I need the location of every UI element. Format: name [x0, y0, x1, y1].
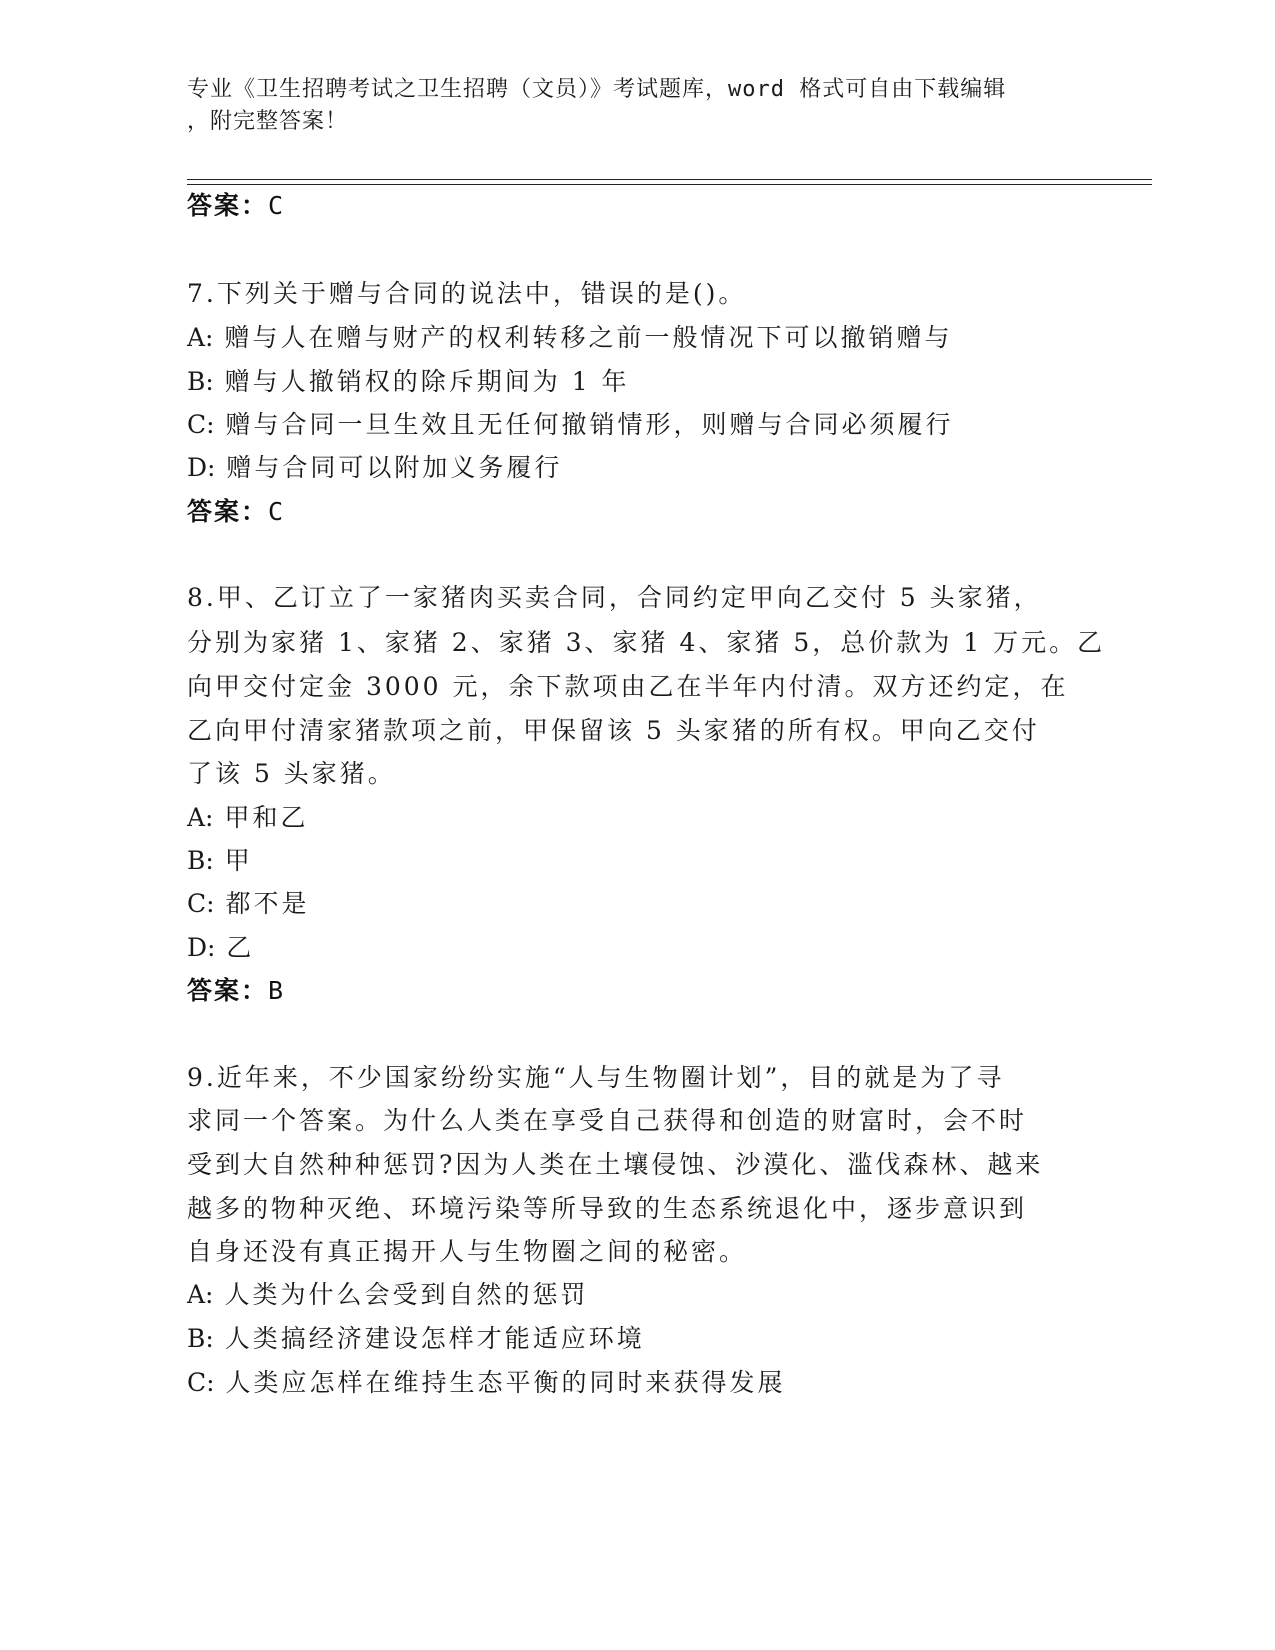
question-7-option-c	[187, 405, 954, 441]
option-text: 甲	[224, 846, 253, 875]
answer-line	[187, 186, 283, 222]
question-8-stem-line: 分别为家猪 1、家猪 2、家猪 3、家猪 4、家猪 5，总价款为 1 万元。乙	[187, 628, 1106, 657]
option-label: A:	[187, 803, 214, 832]
option-text: 乙	[226, 933, 255, 962]
question-8-stem-line: 乙向甲付清家猪款项之前，甲保留该 5 头家猪的所有权。甲向乙交付	[187, 716, 1040, 745]
question-9-option-a	[187, 1275, 588, 1311]
option-text: 人类为什么会受到自然的惩罚	[224, 1280, 589, 1309]
option-label: B:	[187, 846, 214, 875]
option-label: A:	[187, 323, 214, 352]
option-text: 甲和乙	[224, 803, 309, 832]
document-header	[187, 74, 1067, 138]
question-9-option-c	[187, 1363, 786, 1399]
option-label: A:	[187, 1280, 214, 1309]
answer-label: 答案：	[187, 191, 269, 220]
answer-label: 答案：	[187, 497, 269, 526]
answer-value: B	[268, 976, 284, 1005]
answer-value: C	[268, 191, 284, 220]
option-label: C:	[187, 889, 215, 918]
option-text: 人类应怎样在维持生态平衡的同时来获得发展	[225, 1368, 786, 1397]
option-label: D:	[187, 933, 216, 962]
answer-value: C	[268, 497, 284, 526]
question-9-stem-line: 自身还没有真正揭开人与生物圈之间的秘密。	[187, 1237, 748, 1266]
question-8-option-d	[187, 928, 254, 964]
option-text: 赠与合同可以附加义务履行	[226, 453, 563, 482]
answer-label: 答案：	[187, 976, 269, 1005]
header-line-2: ，附完整答案！	[187, 109, 349, 134]
option-text: 人类搞经济建设怎样才能适应环境	[224, 1324, 645, 1353]
question-7-option-a	[187, 318, 952, 354]
option-label: B:	[187, 367, 214, 396]
header-divider-bottom	[187, 184, 1152, 185]
option-label: D:	[187, 453, 216, 482]
option-text: 赠与人在赠与财产的权利转移之前一般情况下可以撤销赠与	[224, 323, 953, 352]
question-7-option-b	[187, 362, 630, 398]
option-label: C:	[187, 410, 215, 439]
answer-line	[187, 971, 283, 1007]
option-label: B:	[187, 1324, 214, 1353]
question-8-stem-line: 向甲交付定金 3000 元，余下款项由乙在半年内付清。双方还约定，在	[187, 672, 1069, 701]
question-9-stem-line: 9.近年来，不少国家纷纷实施“人与生物圈计划”，目的就是为了寻	[187, 1063, 1005, 1092]
option-label: C:	[187, 1368, 215, 1397]
header-divider-top	[187, 179, 1152, 180]
question-9-option-b	[187, 1319, 645, 1355]
question-9-stem-line: 求同一个答案。为什么人类在享受自己获得和创造的财富时，会不时	[187, 1106, 1028, 1135]
question-8-option-b	[187, 841, 253, 877]
question-7-option-d	[187, 448, 562, 484]
option-text: 赠与合同一旦生效且无任何撤销情形，则赠与合同必须履行	[225, 410, 954, 439]
option-text: 都不是	[225, 889, 310, 918]
question-8-option-a	[187, 798, 308, 834]
question-8-stem-line: 了该 5 头家猪。	[187, 759, 396, 788]
header-line-1: 专业《卫生招聘考试之卫生招聘（文员）》考试题库，word 格式可自由下载编辑	[187, 77, 1007, 102]
question-8-option-c	[187, 884, 310, 920]
option-text: 赠与人撤销权的除斥期间为 1 年	[224, 367, 630, 396]
question-9-stem-line: 越多的物种灭绝、环境污染等所导致的生态系统退化中，逐步意识到	[187, 1194, 1028, 1223]
question-8-stem-line: 8.甲、乙订立了一家猪肉买卖合同，合同约定甲向乙交付 5 头家猪，	[187, 583, 1042, 612]
answer-line	[187, 492, 283, 528]
question-9-stem-line: 受到大自然种种惩罚?因为人类在土壤侵蚀、沙漠化、滥伐森林、越来	[187, 1150, 1044, 1179]
question-7-stem: 7.下列关于赠与合同的说法中，错误的是()。	[187, 279, 747, 308]
